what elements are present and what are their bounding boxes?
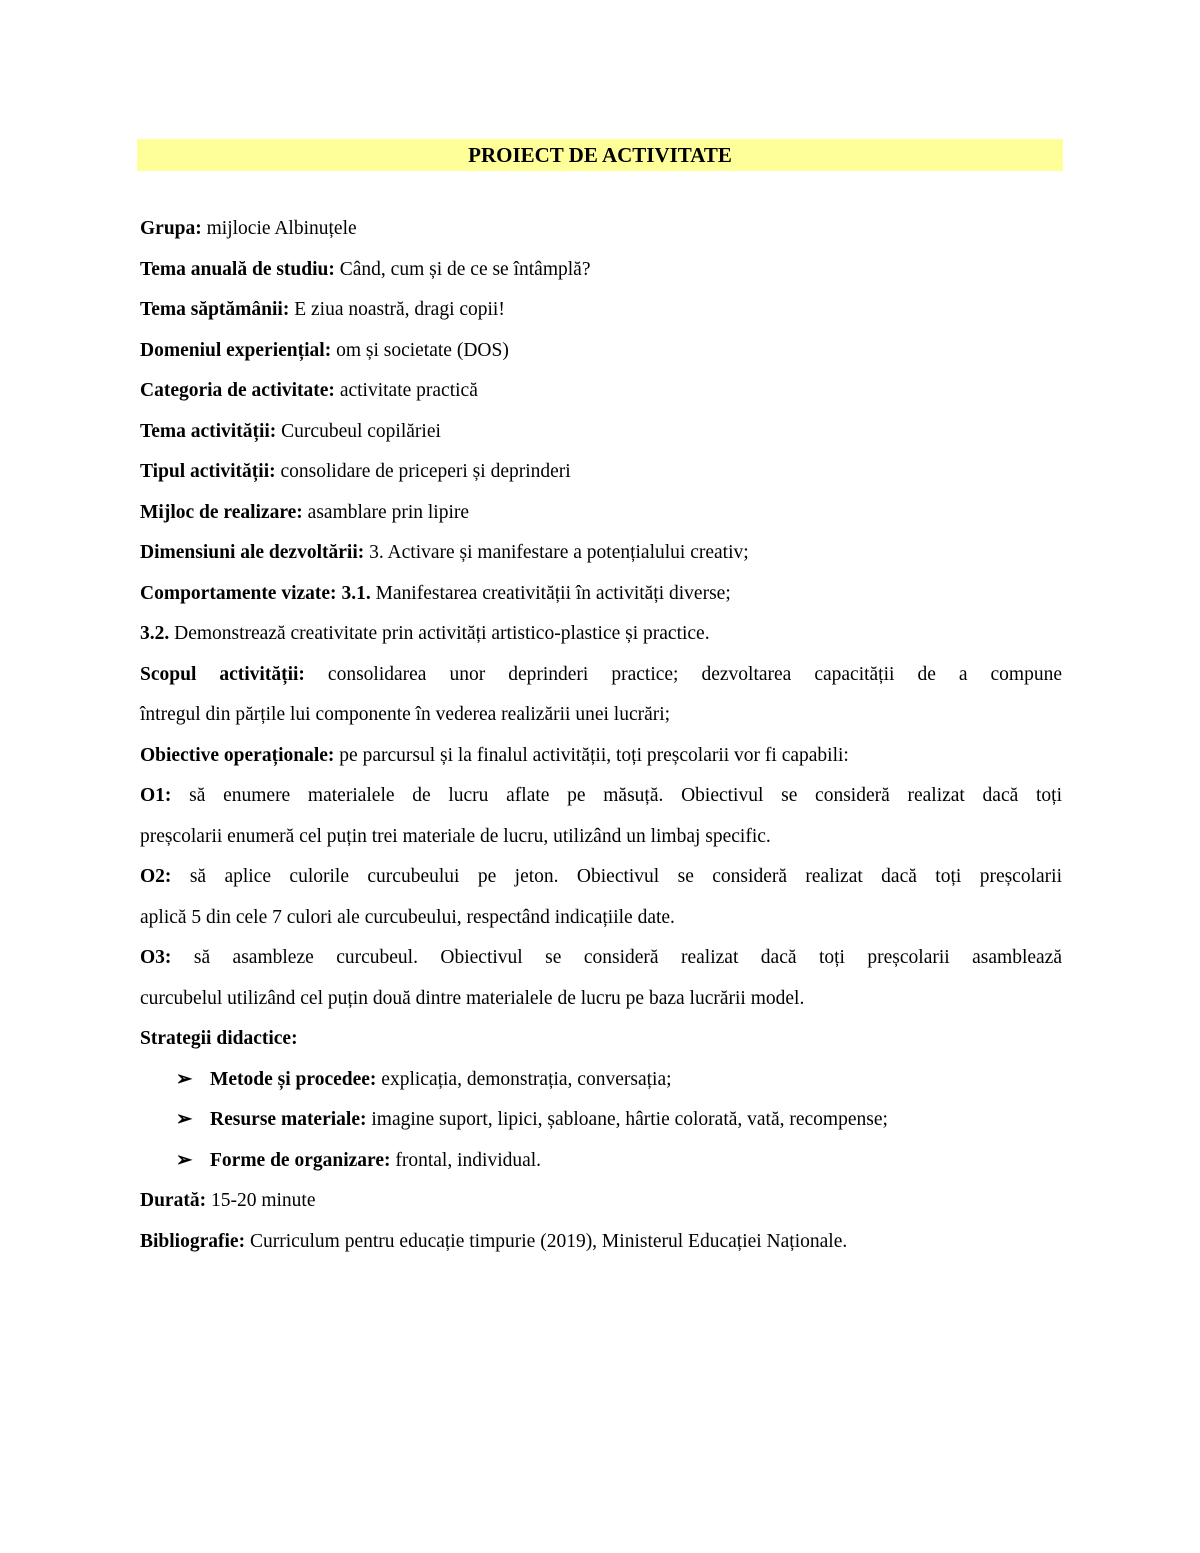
objective-text: să aplice culorile curcubeului pe jeton. Obiectivul se consideră realizat dacă toți preșcolarii (171, 866, 1062, 887)
behavior-number: 3.1. (336, 582, 371, 604)
field-categoria (140, 371, 1062, 412)
field-label: Scopul activității: (140, 663, 305, 685)
field-label: Categoria de activitate: (140, 380, 335, 401)
field-tema-saptamanii (140, 290, 1062, 331)
field-domeniul (140, 331, 1062, 372)
field-label: Durată: (140, 1190, 207, 1211)
field-tema-anuala (140, 250, 1062, 291)
field-tipul (140, 452, 1062, 493)
field-value: activitate practică (334, 380, 478, 401)
field-mijloc (140, 493, 1062, 534)
objective-text: preșcolarii enumeră cel puțin trei materiale de lucru, utilizând un limbaj specific. (140, 825, 771, 847)
field-label: Obiective operaționale: (140, 744, 335, 766)
objective-text: aplică 5 din cele 7 culori ale curcubeului, respectând indicațiile date. (140, 906, 675, 928)
objective-o3-cont (140, 979, 1062, 1020)
list-item-value: explicația, demonstrația, conversația; (376, 1068, 672, 1090)
field-value: Când, cum și de ce se întâmplă? (334, 258, 591, 280)
objective-o3 (140, 938, 1062, 979)
list-item (140, 1100, 1062, 1141)
field-comportamente-2 (140, 614, 1062, 655)
field-durata (140, 1181, 1062, 1222)
field-value: pe parcursul și la finalul activității, toți preșcolarii vor fi capabili: (334, 744, 849, 766)
field-bibliografie (140, 1222, 1062, 1263)
field-value: asamblare prin lipire (302, 501, 470, 523)
field-label: Tema activității: (140, 420, 277, 442)
objective-code: O2: (140, 866, 172, 887)
objective-code: O1: (140, 785, 172, 806)
field-label: Comportamente vizate: (140, 582, 337, 604)
field-scopul-cont (140, 695, 1062, 736)
objective-o2-cont (140, 898, 1062, 939)
objective-text: să enumere materialele de lucru aflate pe măsuță. Obiectivul se consideră realizat dacă toți (171, 785, 1062, 806)
field-value: consolidarea unor deprinderi practice; dezvoltarea capacității de a compune (304, 663, 1062, 685)
field-value: E ziua noastră, dragi copii! (289, 299, 505, 320)
behavior-text: Demonstrează creativitate prin activități artistico-plastice și practice. (169, 623, 710, 644)
list-item-label: Metode și procedee: (210, 1068, 377, 1090)
field-value: 15-20 minute (206, 1190, 316, 1211)
list-item-label: Forme de organizare: (210, 1149, 391, 1171)
field-label: Domeniul experiențial: (140, 339, 332, 361)
field-label: Tema anuală de studiu: (140, 258, 335, 280)
field-value: 3. Activare și manifestare a potențialului creativ; (364, 542, 749, 563)
document-title: PROIECT DE ACTIVITATE (137, 139, 1063, 171)
field-label: Grupa: (140, 218, 202, 239)
field-label: Dimensiuni ale dezvoltării: (140, 542, 365, 563)
field-label: Tema săptămânii: (140, 299, 290, 320)
field-value: om și societate (DOS) (331, 339, 509, 361)
field-label: Strategii didactice: (140, 1028, 298, 1049)
field-value: Curriculum pentru educație timpurie (2019), Ministerul Educației Naționale. (245, 1230, 848, 1252)
field-tema-activitatii (140, 412, 1062, 453)
field-value: consolidare de priceperi și deprinderi (275, 461, 571, 482)
arrow-bullet-icon: ➢ (176, 1149, 193, 1171)
field-value: Curcubeul copilăriei (276, 420, 441, 442)
behavior-number: 3.2. (140, 623, 170, 644)
list-item (140, 1060, 1062, 1101)
field-dimensiuni (140, 533, 1062, 574)
objective-o1 (140, 776, 1062, 817)
field-scopul (140, 655, 1062, 696)
field-comportamente (140, 574, 1062, 615)
field-obiective (140, 736, 1062, 777)
objective-o1-cont (140, 817, 1062, 858)
field-label: Mijloc de realizare: (140, 501, 303, 523)
field-value: întregul din părțile lui componente în vederea realizării unei lucrări; (140, 704, 671, 725)
arrow-bullet-icon: ➢ (176, 1068, 193, 1090)
list-item-label: Resurse materiale: (210, 1109, 367, 1130)
list-item (140, 1141, 1062, 1182)
list-item-value: imagine suport, lipici, șabloane, hârtie colorată, vată, recompense; (366, 1109, 888, 1130)
arrow-bullet-icon: ➢ (176, 1109, 193, 1130)
field-value: mijlocie Albinuțele (201, 218, 357, 239)
behavior-text: Manifestarea creativității în activități diverse; (370, 582, 731, 604)
document-body (140, 209, 1062, 1262)
field-label: Tipul activității: (140, 461, 276, 482)
objective-o2 (140, 857, 1062, 898)
objective-code: O3: (140, 947, 172, 968)
field-label: Bibliografie: (140, 1230, 246, 1252)
field-strategii (140, 1019, 1062, 1060)
objective-text: curcubelul utilizând cel puțin două dintre materialele de lucru pe baza lucrării model. (140, 987, 805, 1009)
objective-text: să asambleze curcubeul. Obiectivul se consideră realizat dacă toți preșcolarii asamblează (171, 947, 1062, 968)
field-grupa (140, 209, 1062, 250)
list-item-value: frontal, individual. (390, 1149, 542, 1171)
